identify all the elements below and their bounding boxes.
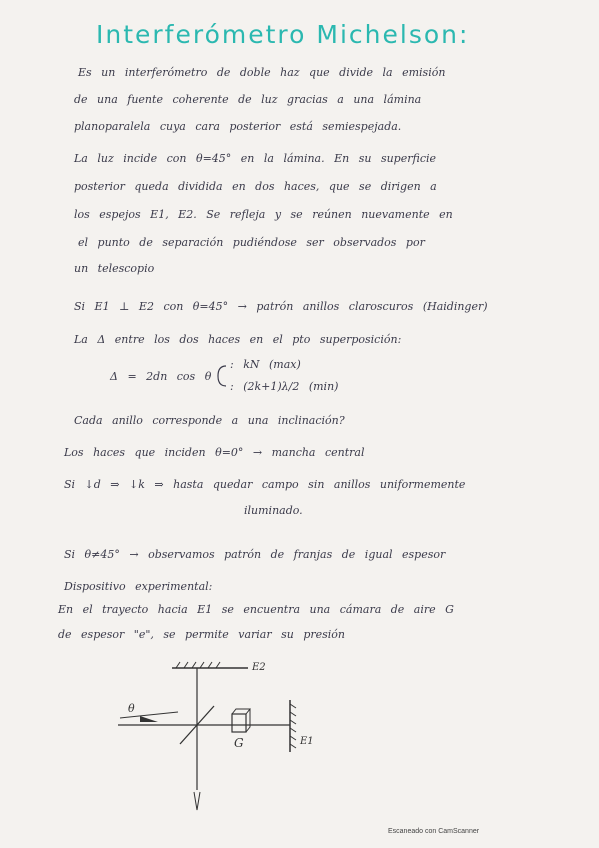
scanner-watermark: Escaneado con CamScanner [388,828,480,835]
text-line: iluminado. [244,504,303,517]
label-e2: E2 [252,662,266,673]
mirror-e1-hatching [290,704,296,748]
text-line: el punto de separación pudiéndose ser observados por [78,236,425,249]
text-line: Si E1 ⊥ E2 con θ=45° → patrón anillos claroscuros (Haidinger) [74,300,488,313]
observer-eye-icon [194,792,200,810]
text-line: de una fuente coherente de luz gracias a una lámina [74,93,422,106]
formula-case-min: : (2k+1)λ/2 (min) [230,380,339,393]
text-line: los espejos E1, E2. Se refleja y se reúnen nuevamente en [74,208,453,221]
angle-wedge [140,716,158,722]
text-line: Si θ≠45° → observamos patrón de franjas de igual espesor [64,548,446,561]
label-e1: E1 [300,736,314,747]
mirror-e2-hatching [176,662,220,668]
label-g: G [234,736,244,750]
air-chamber-g [232,714,246,732]
page-title: Interferómetro Michelson: [96,20,470,49]
text-line: En el trayecto hacia E1 se encuentra una cámara de aire G [58,603,454,616]
text-line: Si ↓d ⇒ ↓k ⇒ hasta quedar campo sin anillos uniformemente [64,478,466,491]
label-theta: θ [128,702,135,715]
text-line: posterior queda dividida en dos haces, que se dirigen a [74,180,437,193]
text-line: Es un interferómetro de doble haz que divide la emisión [78,66,446,79]
text-line: un telescopio [74,262,155,275]
text-line: Los haces que inciden θ=0° → mancha central [64,446,365,459]
text-line: La Δ entre los dos haces en el pto superposición: [74,333,402,346]
section-heading: Dispositivo experimental: [64,580,213,593]
text-line: planoparalela cuya cara posterior está semiespejada. [74,120,402,133]
formula-line: Δ = 2dn cos θ [110,370,212,383]
text-line: Cada anillo corresponde a una inclinación? [74,414,345,427]
text-line: La luz incide con θ=45° en la lámina. En su superficie [74,152,437,165]
text-line: de espesor "e", se permite variar su presión [58,628,346,641]
formula-case-max: : kN (max) [230,358,301,371]
